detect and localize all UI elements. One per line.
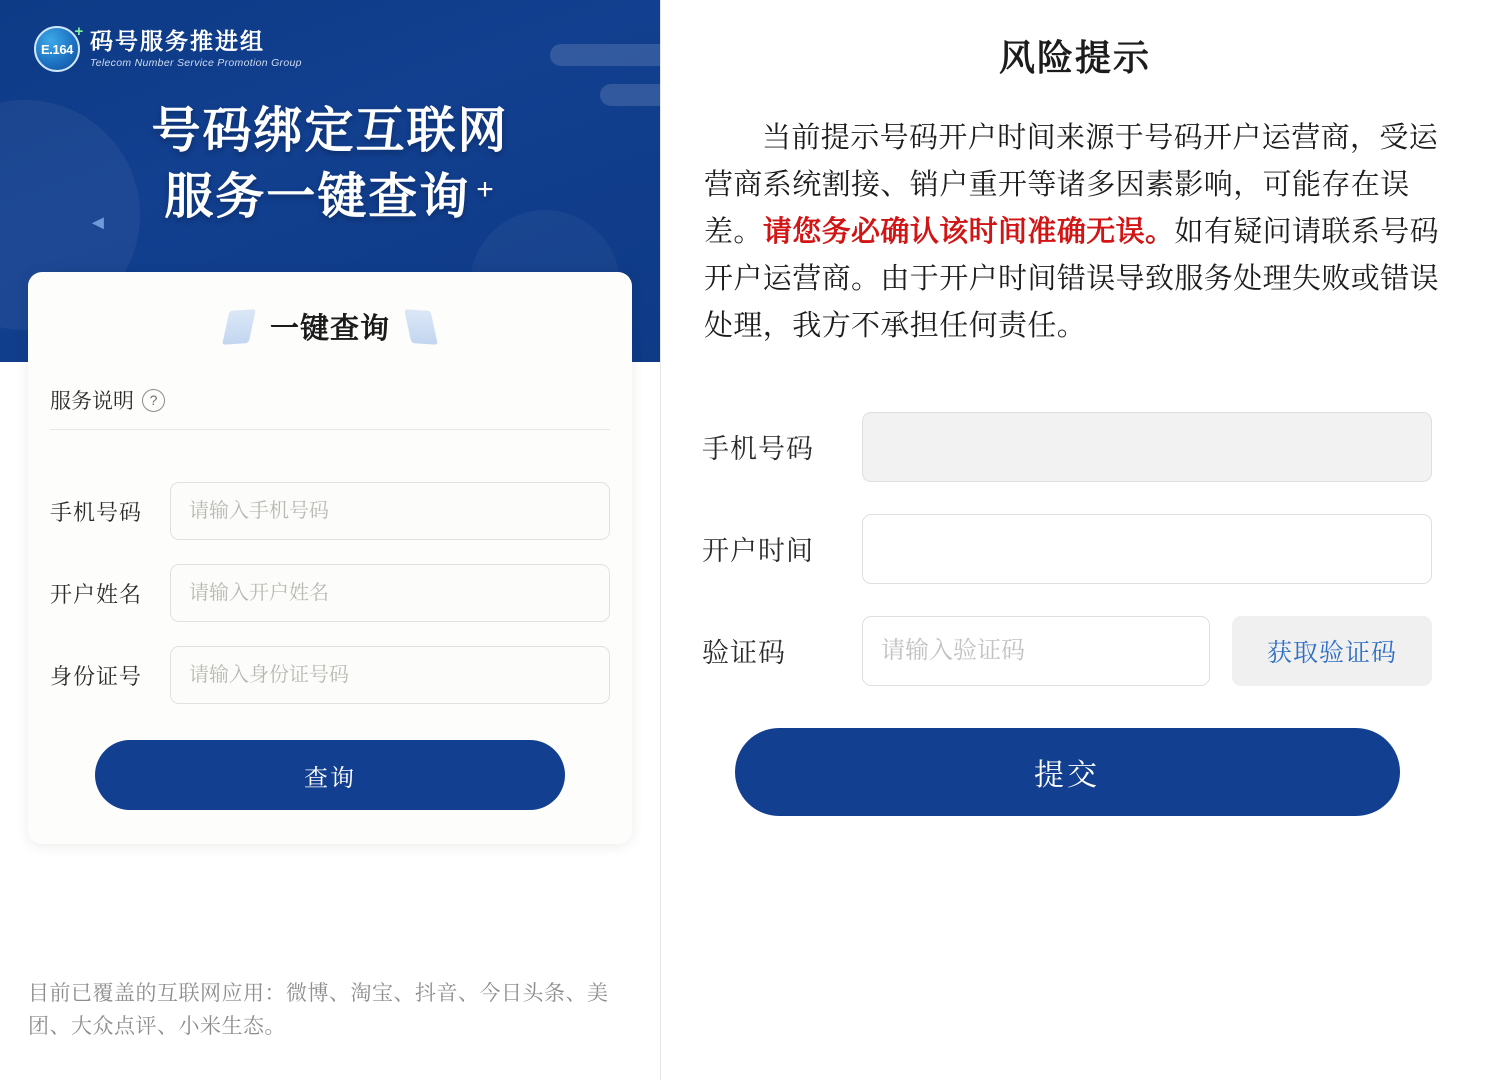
open-time-label: 开户时间	[702, 536, 814, 567]
phone-label: 手机号码	[702, 434, 814, 465]
id-label: 身份证号	[50, 663, 143, 689]
panel-divider	[660, 0, 661, 1080]
name-input[interactable]	[170, 564, 610, 622]
plus-icon: +	[74, 23, 83, 40]
risk-description	[704, 115, 1450, 350]
decorative-bar	[550, 44, 660, 66]
card-title	[28, 272, 632, 347]
globe-icon	[34, 23, 83, 72]
arrow-icon: ◄	[88, 212, 108, 234]
field-row-verification-code	[702, 616, 1432, 686]
risk-text-part2: 如有疑问请联系号码开户运营商。由于开户时间错误导致服务处理失败或错误处理，我方不承担任何责任。	[704, 215, 1440, 342]
phone-input[interactable]	[862, 412, 1432, 482]
service-description-label: 服务说明	[50, 390, 134, 413]
help-icon[interactable]: ?	[142, 389, 165, 412]
query-card	[28, 272, 632, 844]
hero-title-line1: 号码绑定互联网	[151, 104, 509, 158]
field-row-name	[50, 564, 610, 622]
logo-badge-text: E.164	[41, 41, 73, 57]
coverage-note: 目前已覆盖的互联网应用：微博、淘宝、抖音、今日头条、美团、大众点评、小米生态。	[28, 982, 609, 1038]
query-page	[0, 0, 660, 1080]
phone-label: 手机号码	[50, 499, 143, 525]
field-row-phone	[50, 482, 610, 540]
field-row-id	[50, 646, 610, 704]
hero-plus-mark: +	[476, 173, 496, 207]
verification-form	[702, 412, 1432, 816]
brand-logo	[34, 23, 302, 72]
service-description-row[interactable]	[50, 385, 610, 430]
risk-notice-page	[660, 0, 1487, 1080]
page-title: 风险提示	[998, 37, 1151, 78]
verification-code-input[interactable]	[862, 616, 1210, 686]
query-form	[28, 482, 632, 810]
hero-title	[0, 98, 660, 230]
ribbon-right-icon	[404, 309, 438, 345]
field-row-phone	[702, 412, 1432, 482]
phone-input[interactable]	[170, 482, 610, 540]
risk-text-part1: 当前提示号码开户时间来源于号码开户运营商，受运营商系统割接、销户重开等诸多因素影响，可能存在误差。	[704, 122, 1439, 248]
field-row-open-time	[702, 514, 1432, 584]
query-button[interactable]: 查询	[95, 740, 565, 810]
submit-button[interactable]: 提交	[735, 728, 1400, 816]
ribbon-left-icon	[222, 309, 256, 345]
verification-code-label: 验证码	[702, 638, 786, 669]
get-verification-code-button[interactable]: 获取验证码	[1232, 616, 1432, 686]
brand-name-cn: 码号服务推进组	[90, 27, 265, 54]
card-title-text: 一键查询	[269, 313, 390, 345]
open-time-input[interactable]	[862, 514, 1432, 584]
id-number-input[interactable]	[170, 646, 610, 704]
name-label: 开户姓名	[50, 581, 143, 607]
risk-text-warning: 请您务必确认该时间准确无误。	[762, 215, 1175, 248]
hero-title-line2: 服务一键查询	[164, 170, 471, 225]
brand-name-en: Telecom Number Service Promotion Group	[90, 56, 302, 69]
